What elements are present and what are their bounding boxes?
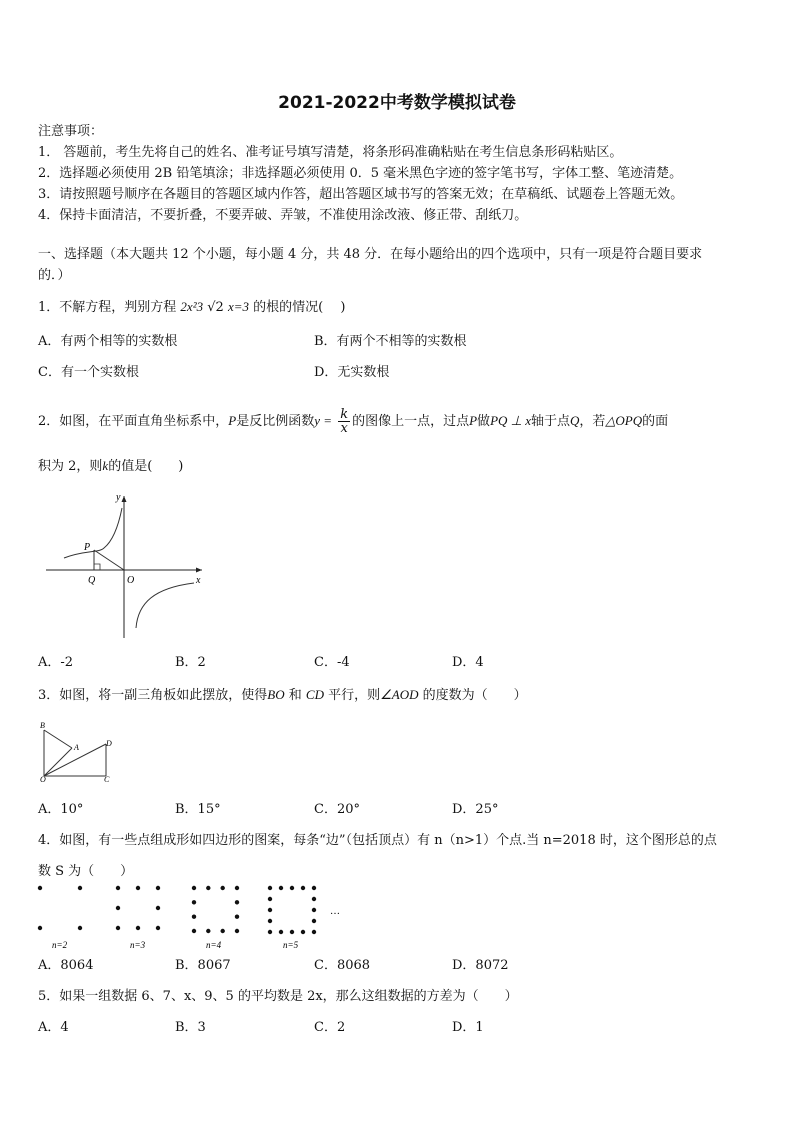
dot — [312, 908, 316, 912]
dot — [268, 886, 272, 890]
label-p: P — [84, 542, 91, 553]
q2-option-b[interactable]: B．2 — [175, 655, 206, 670]
q3-figure — [38, 718, 118, 782]
dot — [38, 926, 42, 930]
question-4-stem-line2: 数 S 为（ ） — [38, 864, 134, 879]
dot — [192, 886, 196, 890]
dot — [78, 886, 82, 890]
right-angle-mark — [94, 564, 100, 570]
dot-patterns — [38, 886, 316, 934]
notice-heading: 注意事项： — [38, 124, 104, 139]
dot — [235, 900, 239, 904]
dot — [221, 886, 225, 890]
q5-option-a[interactable]: A．4 — [38, 1020, 69, 1035]
q2-figure — [44, 488, 209, 640]
q2-option-c[interactable]: C．-4 — [314, 655, 350, 670]
label-a: A — [74, 743, 79, 752]
dot — [290, 930, 294, 934]
section-heading-line2: 的．） — [38, 268, 71, 283]
dot — [279, 930, 283, 934]
dot — [301, 930, 305, 934]
label-d: D — [106, 739, 112, 748]
label-o: O — [40, 775, 46, 782]
hyperbola-branch-lower-right — [136, 583, 194, 628]
dot — [290, 886, 294, 890]
question-4-stem: 4．如图，有一些点组成形如四边形的图案，每条“边”（包括顶点）有 n（n>1）个点.当 n=2018 时，这个图形总的点 — [38, 833, 717, 848]
question-2-stem: 2．如图，在平面直角坐标系中，P是反比例函数y = $\frac{k}{x}$ 的图像上一点，过点P做PQ ⊥ x轴于点Q，若△OPQ的面 — [38, 407, 669, 436]
segment-po — [94, 550, 124, 570]
notice-item-2: 2．选择题必须使用 2B 铅笔填涂；非选择题必须使用 0．5 毫米黑色字迹的签字笔书写，字体工整、笔迹清楚。 — [38, 166, 683, 181]
dot — [268, 897, 272, 901]
dot — [301, 886, 305, 890]
dot — [221, 929, 225, 933]
label-n4: n=4 — [206, 940, 222, 950]
dot — [235, 886, 239, 890]
q4-figure — [30, 882, 360, 952]
dot — [312, 930, 316, 934]
dot — [156, 886, 160, 890]
dot — [206, 886, 210, 890]
q1-option-b[interactable]: B．有两个不相等的实数根 — [314, 334, 467, 349]
dot — [268, 919, 272, 923]
q1-text-post: 的根的情况( ) — [253, 300, 346, 315]
dot — [38, 886, 42, 890]
notice-item-4: 4．保持卡面清洁，不要折叠，不要弄破、弄皱，不准使用涂改液、修正带、刮纸刀。 — [38, 208, 528, 223]
question-5-stem: 5．如果一组数据 6、7、x、9、5 的平均数是 2x，那么这组数据的方差为（ ） — [38, 989, 518, 1004]
dot — [235, 929, 239, 933]
dot — [192, 900, 196, 904]
label-q: Q — [88, 575, 96, 586]
dot — [279, 886, 283, 890]
q1-option-c[interactable]: C．有一个实数根 — [38, 365, 139, 380]
q2-option-a[interactable]: A．-2 — [38, 655, 74, 670]
q1-equation: 2x²3 √2 x=3 — [180, 299, 249, 315]
q5-option-b[interactable]: B．3 — [175, 1020, 206, 1035]
dot — [312, 919, 316, 923]
segment-oa — [44, 748, 72, 776]
label-n2: n=2 — [52, 940, 68, 950]
dot — [312, 897, 316, 901]
dot — [78, 926, 82, 930]
dot — [235, 915, 239, 919]
q5-option-c[interactable]: C．2 — [314, 1020, 346, 1035]
q5-option-d[interactable]: D．1 — [452, 1020, 484, 1035]
notice-item-3: 3．请按照题号顺序在各题目的答题区域内作答，超出答题区域书写的答案无效；在草稿纸、试题卷上答题无效。 — [38, 187, 684, 202]
dot — [156, 906, 160, 910]
q1-option-d[interactable]: D．无实数根 — [314, 365, 390, 380]
page-title: 2021-2022中考数学模拟试卷 — [278, 93, 516, 113]
y-axis-arrow — [122, 496, 127, 502]
q4-option-c[interactable]: C．8068 — [314, 958, 371, 973]
q1-option-a[interactable]: A．有两个相等的实数根 — [38, 334, 178, 349]
q3-option-c[interactable]: C．20° — [314, 802, 360, 817]
q3-option-b[interactable]: B．15° — [175, 802, 221, 817]
section-heading-line1: 一、选择题（本大题共 12 个小题，每小题 4 分，共 48 分．在每小题给出的四个选项中，只有一项是符合题目要求 — [38, 247, 703, 262]
dot — [312, 886, 316, 890]
q2-fraction: $\frac{k}{x}$ — [340, 407, 349, 436]
label-x: x — [196, 575, 201, 586]
q4-option-d[interactable]: D．8072 — [452, 958, 509, 973]
q1-text-pre: 1．不解方程，判别方程 — [38, 300, 177, 315]
dot — [116, 926, 120, 930]
notice-item-1: 1． 答题前，考生先将自己的姓名、准考证号填写清楚，将条形码准确粘贴在考生信息条形码粘贴区。 — [38, 145, 623, 160]
dot — [206, 929, 210, 933]
question-2-stem-line2: 积为 2，则k的值是( ) — [38, 458, 184, 474]
dot — [156, 926, 160, 930]
dot — [136, 926, 140, 930]
dot — [268, 930, 272, 934]
dot — [116, 906, 120, 910]
dot — [116, 886, 120, 890]
dot — [192, 915, 196, 919]
label-c: C — [104, 775, 110, 782]
x-axis-arrow — [196, 568, 202, 573]
q4-option-a[interactable]: A．8064 — [38, 958, 94, 973]
dot — [136, 886, 140, 890]
label-y: y — [116, 492, 121, 503]
label-n5: n=5 — [283, 940, 299, 950]
question-1-stem — [38, 298, 345, 317]
label-n3: n=3 — [130, 940, 146, 950]
question-3-stem: 3．如图，将一副三角板如此摆放，使得BO 和 CD 平行，则∠AOD 的度数为（ ） — [38, 687, 527, 703]
q3-option-a[interactable]: A．10° — [38, 802, 84, 817]
q2-option-d[interactable]: D．4 — [452, 655, 484, 670]
q3-option-d[interactable]: D．25° — [452, 802, 499, 817]
ellipsis: … — [330, 906, 340, 917]
q4-option-b[interactable]: B．8067 — [175, 958, 231, 973]
label-o: O — [127, 575, 135, 586]
dot — [192, 929, 196, 933]
label-b: B — [40, 721, 45, 730]
segment-ba — [44, 730, 72, 748]
hyperbola-branch-upper-left — [64, 508, 122, 558]
dot — [268, 908, 272, 912]
